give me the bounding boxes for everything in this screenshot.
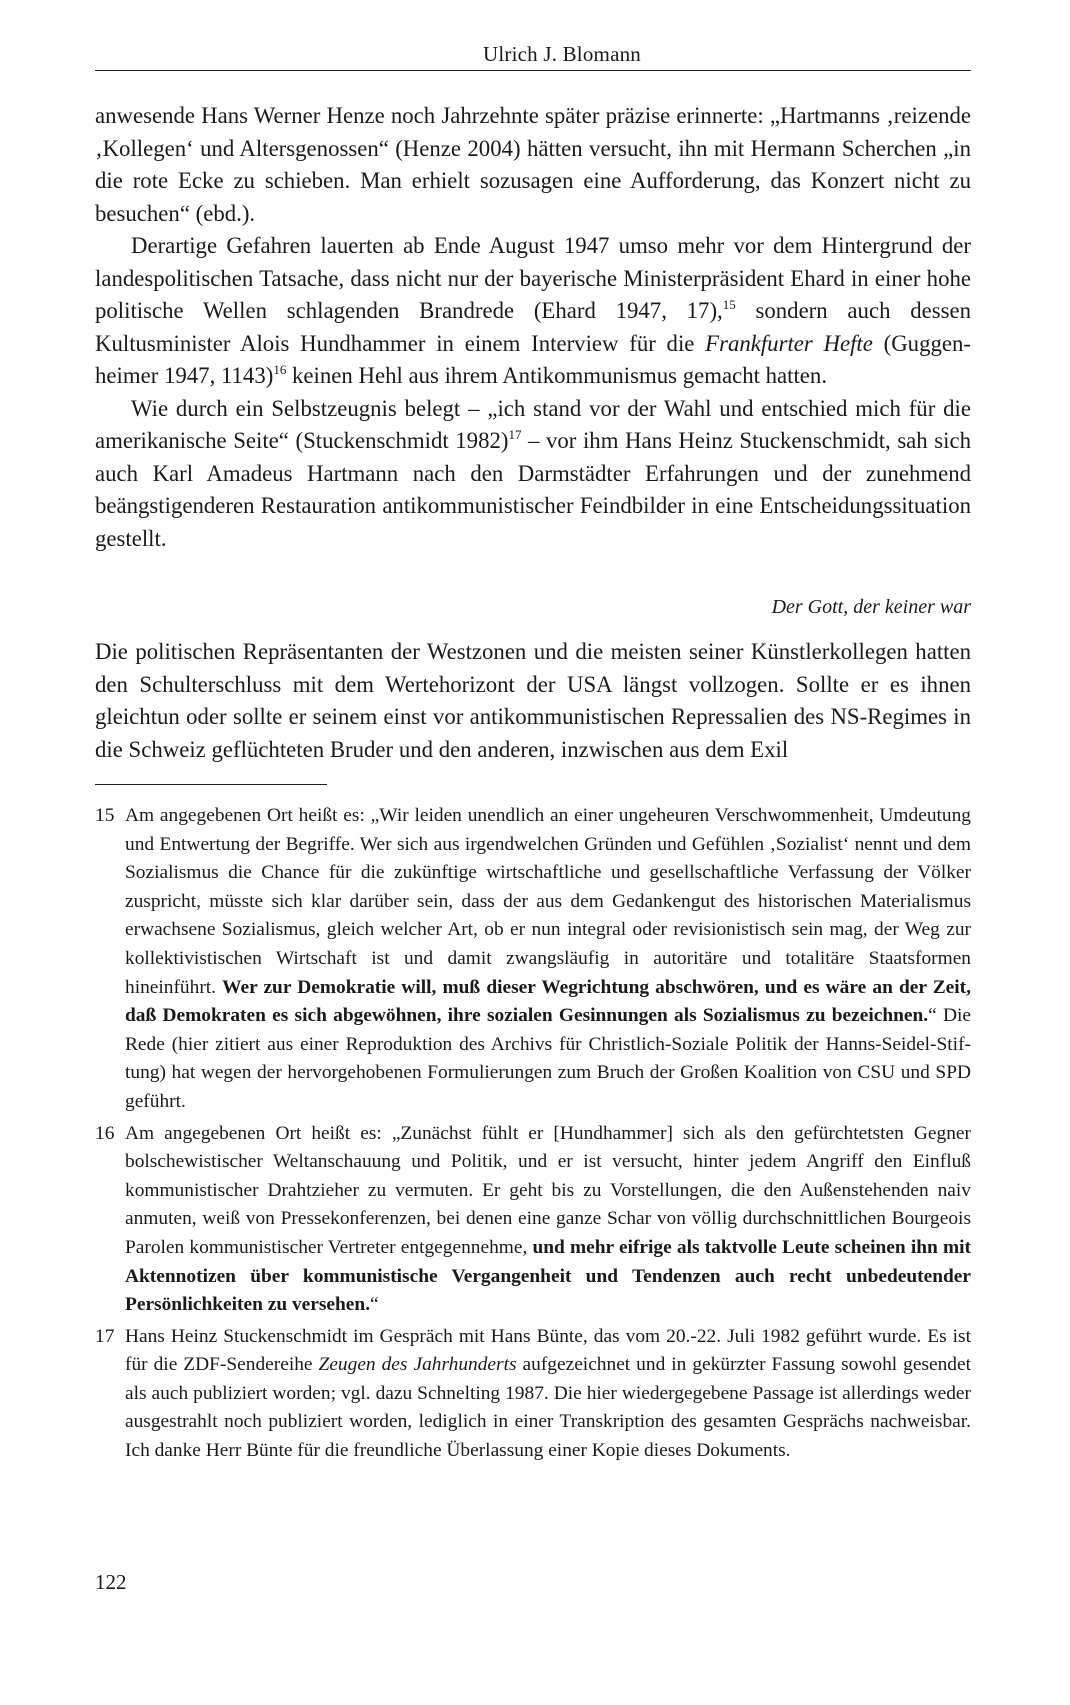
footnote-text: Am angegebenen Ort heißt es: „Wir leiden unendlich an einer ungeheuren Verschwommenheit, Umdeutung und Entwertung der Begriffe. Wer sich aus irgendwelchen Gründen und Gefühlen ‚Sozialist‘ nennt und dem Sozialismus die Chance für die zukünftige wirtschaftliche und gesellschaftliche Verfassung der Völker zuspricht, müsste sich klar darüber sein, dass der aus dem Gedankengut des historischen Materialismus erwachsene Sozialismus, gleich welcher Art, ob er nun integral oder revisionistisch sein mag, der Weg zur kollektivistischen Wirtschaft ist und damit zwangsläufig in autoritäre und totalitäre Staatsformen hineinführt. [125, 805, 971, 998]
paragraph-2-part-a: Derartige Gefahren lauerten ab Ende August 1947 umso mehr vor dem Hintergrund der landespolitischen Tatsache, dass nicht nur der bayerische Ministerpräsident Ehard in einer hohe politische Wellen schlagenden Brandrede (Ehard 1947, 17), [95, 233, 971, 323]
footnote-bold-text: Wer zur Demokratie will, muß dieser Wegrichtung abschwören, und es wäre an der Zeit, daß Demokraten es sich abgewöhnen, ihre sozialen Gesinnungen als Sozialismus zu bezeichnen. [125, 976, 971, 1027]
paragraph-2-part-b: sondern auch dessen Kultusminister Alois Hundhammer in einem Interview für die [95, 298, 971, 356]
footnotes [95, 802, 971, 1469]
paragraph-3-part-b: – vor ihm Hans Heinz Stuckenschmidt, sah sich auch Karl Amadeus Hartmann nach den Darmstädter Erfahrungen und der zunehmend beängstigenderen Restauration antikommunistischer Feindbilder in eine Entscheidungssituation gestellt. [95, 428, 971, 551]
paragraph-2-part-c: (Guggenheimer 1947, 1143) [95, 330, 971, 388]
section-paragraph-1: Die politischen Repräsentanten der Westzonen und die meisten seiner Künstlerkollegen hatten den Schulterschluss mit dem Wertehorizont der USA längst vollzogen. Sollte er es ihnen gleichtun oder sollte er seinem einst vor antikommunistischen Repressalien des NS-Regimes in die Schweiz geflüchteten Bruder und den anderen, inzwischen aus dem Exil [95, 639, 971, 762]
footnote-text: Am angegebenen Ort heißt es: „Zunächst fühlt er [Hundhammer] sich als den gefürchtetsten Gegner bolschewistischer Weltanschauung und Politik, und er ist versucht, hinter jedem Angriff den Einfluß kommunistischer Drahtzieher zu vermuten. Er geht bis zu Vorstellungen, die den Außenstehenden naiv anmuten, weiß von Pressekonferenzen, bei denen eine ganze Schar von völlig durchschnittlichen Bourgeois Parolen kommunistischer Vertreter entgegennehme, [125, 1122, 971, 1258]
footnote-ref-16[interactable]: 16 [273, 362, 287, 377]
section-heading: Der Gott, der keiner war [771, 596, 971, 618]
footnote-number: 15 [95, 805, 115, 826]
footnote-text-end: aufgezeichnet und in gekürzter Fassung sowohl gesendet als auch publiziert worden; vgl. dazu Schnelting 1987. Die hier wiedergegebene Passage ist allerdings weder ausgestrahlt noch publiziert worden, lediglich in einer Transkription des gesamten Gesprächs nachweisbar. Ich danke Herr Bünte für die freundliche Überlassung einer Kopie dieses Dokuments. [125, 1354, 971, 1462]
paragraph-2-part-d: keinen Hehl aus ihrem Antikommunismus gemacht hatten. [286, 363, 828, 388]
body-text [95, 100, 971, 555]
running-head: Ulrich J. Blomann [483, 42, 641, 66]
header-rule [95, 70, 971, 71]
footnote-text-end: “ [370, 1294, 379, 1316]
footnote-text: Hans Heinz Stuckenschmidt im Gespräch mit Hans Bünte, das vom 20.-22. Juli 1982 geführt wurde. Es ist für die ZDF-Sendereihe [125, 1325, 971, 1376]
footnote-16 [95, 1120, 971, 1320]
footnote-bold-text: und mehr eifrige als taktvolle Leute scheinen ihn mit Aktennotizen über kommunistische Vergangenheit und Tendenzen auch recht unbedeutender Persönlichkeiten zu versehen. [125, 1236, 971, 1316]
footnote-ref-15[interactable]: 15 [722, 297, 736, 312]
footnote-17 [95, 1323, 971, 1466]
page-number: 122 [95, 1570, 127, 1594]
paragraph-1: anwesende Hans Werner Henze noch Jahrzehnte später präzise erinnerte: „Hartmanns ‚reizende ‚Kollegen‘ und Altersgenossen“ (Henze 2004) hätten versucht, ihn mit Hermann Scherchen „in die rote Ecke zu schieben. Man erhielt sozusagen eine Aufforderung, das Konzert nicht zu besuchen“ (ebd.). [95, 103, 971, 226]
footnote-rule [95, 784, 327, 785]
footnote-15 [95, 802, 971, 1117]
section-body-text [95, 636, 971, 766]
footnote-ref-17[interactable]: 17 [508, 427, 522, 442]
footnote-number: 17 [95, 1325, 115, 1347]
footnote-text-end: “ Die Rede (hier zitiert aus einer Reproduktion des Archivs für Christlich-Soziale Politik der Hanns-Seidel-Stiftung) hat wegen der hervorgehobenen Formulierungen zum Bruch der Großen Koalition von CSU und SPD geführt. [125, 1005, 971, 1112]
footnote-italic-title: Zeugen des Jahrhunderts [318, 1354, 517, 1376]
paragraph-2 [95, 230, 971, 393]
footnote-number: 16 [95, 1122, 115, 1144]
paragraph-3-part-a: Wie durch ein Selbstzeugnis belegt – „ich stand vor der Wahl und entschied mich für die amerikanische Seite“ (Stuckenschmidt 1982) [95, 395, 971, 453]
journal-title: Frankfurter Hefte [705, 330, 873, 356]
paragraph-3 [95, 393, 971, 556]
